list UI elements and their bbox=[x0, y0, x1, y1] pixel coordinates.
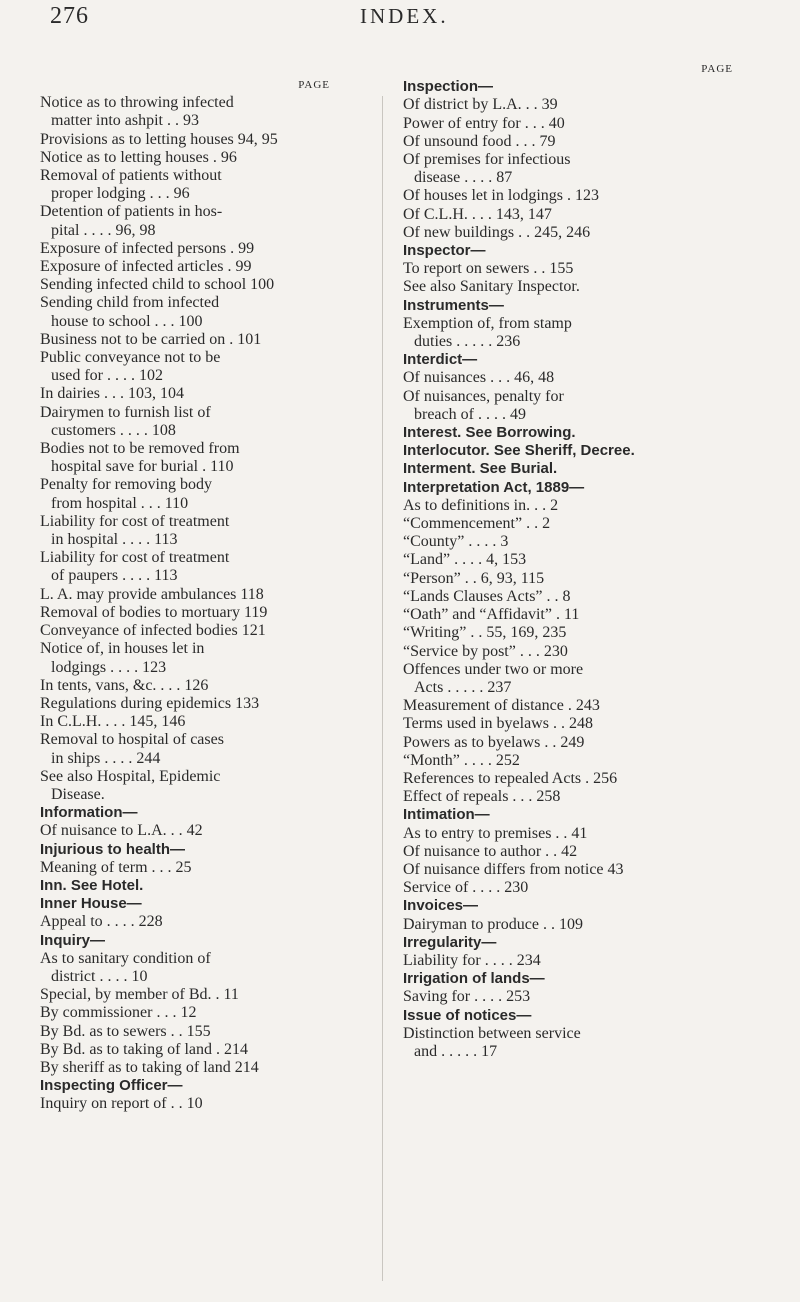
index-entry: By Bd. as to sewers . . 155 bbox=[40, 1022, 211, 1040]
index-entry: In dairies . . . 103, 104 bbox=[40, 385, 184, 403]
index-entry: Of C.L.H. . . . 143, 147 bbox=[403, 205, 552, 223]
index-heading: Interment. See Burial. bbox=[403, 460, 558, 478]
index-column-left bbox=[40, 80, 330, 1114]
index-entry: hospital save for burial . 110 bbox=[51, 458, 234, 476]
index-entry: References to repealed Acts . 256 bbox=[403, 769, 618, 787]
running-head: INDEX. bbox=[360, 4, 449, 28]
index-entry: district . . . . 10 bbox=[51, 967, 148, 985]
index-entry: Of nuisance to author . . 42 bbox=[403, 842, 578, 860]
index-entry: As to sanitary condition of bbox=[40, 949, 211, 967]
index-entry: Terms used in byelaws . . 248 bbox=[403, 715, 593, 733]
index-entry: Liability for cost of treatment bbox=[40, 549, 230, 567]
index-entry: Business not to be carried on . 101 bbox=[40, 330, 262, 348]
index-entry: Notice of, in houses let in bbox=[40, 640, 205, 658]
index-entry: matter into ashpit . . 93 bbox=[51, 112, 199, 130]
index-entry: Service of . . . . 230 bbox=[403, 879, 529, 897]
index-entry: “Commencement” . . 2 bbox=[403, 515, 551, 533]
index-entry: Of unsound food . . . 79 bbox=[403, 132, 556, 150]
index-heading: Inquiry— bbox=[40, 931, 106, 949]
index-entry: By sheriff as to taking of land 214 bbox=[40, 1058, 259, 1076]
index-entry: Penalty for removing body bbox=[40, 476, 212, 494]
index-entry: Bodies not to be removed from bbox=[40, 440, 240, 458]
index-heading: Inn. See Hotel. bbox=[40, 876, 144, 894]
index-entry: Notice as to throwing infected bbox=[40, 94, 234, 112]
index-entry: By Bd. as to taking of land . 214 bbox=[40, 1040, 248, 1058]
index-entry: Saving for . . . . 253 bbox=[403, 988, 531, 1006]
index-entry: Disease. bbox=[51, 785, 105, 803]
index-entry: Inquiry on report of . . 10 bbox=[40, 1095, 203, 1113]
index-entry: “Service by post” . . . 230 bbox=[403, 642, 568, 660]
index-entry: Acts . . . . . 237 bbox=[414, 678, 512, 696]
index-entry: Public conveyance not to be bbox=[40, 349, 221, 367]
page-column-header: PAGE bbox=[298, 79, 330, 91]
index-entry: Of nuisances . . . 46, 48 bbox=[403, 369, 555, 387]
index-entry: and . . . . . 17 bbox=[414, 1042, 498, 1060]
index-heading: Inspection— bbox=[403, 78, 494, 96]
index-entry: breach of . . . . 49 bbox=[414, 405, 526, 423]
index-entry: Of nuisances, penalty for bbox=[403, 387, 564, 405]
index-entry: See also Sanitary Inspector. bbox=[403, 278, 580, 296]
index-entry: Liability for cost of treatment bbox=[40, 512, 230, 530]
index-entry: Of houses let in lodgings . 123 bbox=[403, 187, 599, 205]
index-heading: Interest. See Borrowing. bbox=[403, 424, 576, 442]
index-entry: Of premises for infectious bbox=[403, 151, 571, 169]
index-entry: Sending child from infected bbox=[40, 294, 220, 312]
index-entry: Meaning of term . . . 25 bbox=[40, 858, 192, 876]
index-entry: in hospital . . . . 113 bbox=[51, 531, 178, 549]
index-entry: Detention of patients in hos- bbox=[40, 203, 223, 221]
column-divider bbox=[382, 96, 383, 1281]
index-heading: Instruments— bbox=[403, 296, 504, 314]
index-entry: “Writing” . . 55, 169, 235 bbox=[403, 624, 567, 642]
index-entry: of paupers . . . . 113 bbox=[51, 567, 178, 585]
index-entry: Powers as to byelaws . . 249 bbox=[403, 733, 585, 751]
index-entry: Distinction between service bbox=[403, 1024, 581, 1042]
index-entry: Power of entry for . . . 40 bbox=[403, 114, 565, 132]
index-heading: Information— bbox=[40, 804, 138, 822]
index-heading: Intimation— bbox=[403, 806, 490, 824]
index-entry: Conveyance of infected bodies 121 bbox=[40, 622, 266, 640]
index-entry: in ships . . . . 244 bbox=[51, 749, 161, 767]
index-entry: Dairyman to produce . . 109 bbox=[403, 915, 583, 933]
index-entry: Special, by member of Bd. . 11 bbox=[40, 986, 239, 1004]
index-entry: By commissioner . . . 12 bbox=[40, 1004, 197, 1022]
index-heading: Issue of notices— bbox=[403, 1006, 532, 1024]
index-entry: disease . . . . 87 bbox=[414, 169, 513, 187]
index-entry: “Lands Clauses Acts” . . 8 bbox=[403, 587, 571, 605]
index-heading: Injurious to health— bbox=[40, 840, 185, 858]
index-column-right bbox=[403, 63, 733, 1061]
index-entry: Dairymen to furnish list of bbox=[40, 403, 211, 421]
index-entry: duties . . . . . 236 bbox=[414, 333, 521, 351]
index-entry: Regulations during epidemics 133 bbox=[40, 694, 260, 712]
page-number: 276 bbox=[50, 3, 89, 29]
index-entry: Liability for . . . . 234 bbox=[403, 951, 541, 969]
index-entry: Of district by L.A. . . 39 bbox=[403, 96, 558, 114]
index-entry: See also Hospital, Epidemic bbox=[40, 767, 221, 785]
index-entry: Effect of repeals . . . 258 bbox=[403, 788, 561, 806]
index-entries-left bbox=[40, 94, 330, 1113]
index-entry: customers . . . . 108 bbox=[51, 421, 176, 439]
index-entry: used for . . . . 102 bbox=[51, 367, 163, 385]
index-heading: Irrigation of lands— bbox=[403, 970, 545, 988]
index-entry: As to entry to premises . . 41 bbox=[403, 824, 588, 842]
index-entry: proper lodging . . . 96 bbox=[51, 185, 190, 203]
index-entry: L. A. may provide ambulances 118 bbox=[40, 585, 264, 603]
index-heading: Irregularity— bbox=[403, 933, 497, 951]
index-entry: Of nuisance differs from notice 43 bbox=[403, 860, 624, 878]
index-entry: In tents, vans, &c. . . . 126 bbox=[40, 676, 209, 694]
index-entry: In C.L.H. . . . 145, 146 bbox=[40, 713, 186, 731]
index-heading: Inspector— bbox=[403, 242, 486, 260]
index-entry: from hospital . . . 110 bbox=[51, 494, 189, 512]
index-entry: Offences under two or more bbox=[403, 660, 584, 678]
index-entry: lodgings . . . . 123 bbox=[51, 658, 167, 676]
index-entry: Exposure of infected persons . 99 bbox=[40, 239, 255, 257]
index-entries-right bbox=[403, 78, 733, 1061]
index-heading: Invoices— bbox=[403, 897, 479, 915]
index-entry: “Month” . . . . 252 bbox=[403, 751, 520, 769]
index-entry: Of new buildings . . 245, 246 bbox=[403, 223, 591, 241]
index-entry: Exemption of, from stamp bbox=[403, 314, 572, 332]
page-column-header: PAGE bbox=[701, 63, 733, 75]
index-entry: Of nuisance to L.A. . . 42 bbox=[40, 822, 203, 840]
index-entry: Provisions as to letting houses 94, 95 bbox=[40, 130, 278, 148]
index-entry: Removal to hospital of cases bbox=[40, 731, 224, 749]
index-entry: Measurement of distance . 243 bbox=[403, 697, 600, 715]
index-entry: Notice as to letting houses . 96 bbox=[40, 148, 237, 166]
index-entry: house to school . . . 100 bbox=[51, 312, 203, 330]
index-entry: “Oath” and “Affidavit” . 11 bbox=[403, 606, 580, 624]
index-heading: Interdict— bbox=[403, 351, 478, 369]
index-entry: Exposure of infected articles . 99 bbox=[40, 258, 252, 276]
index-heading: Interpretation Act, 1889— bbox=[403, 478, 585, 496]
index-entry: “County” . . . . 3 bbox=[403, 533, 509, 551]
index-entry: pital . . . . 96, 98 bbox=[51, 221, 156, 239]
index-entry: Removal of patients without bbox=[40, 167, 222, 185]
index-heading: Interlocutor. See Sheriff, Decree. bbox=[403, 442, 635, 460]
index-entry: As to definitions in. . . 2 bbox=[403, 496, 559, 514]
index-heading: Inner House— bbox=[40, 895, 142, 913]
index-entry: To report on sewers . . 155 bbox=[403, 260, 574, 278]
index-entry: “Land” . . . . 4, 153 bbox=[403, 551, 527, 569]
index-entry: Appeal to . . . . 228 bbox=[40, 913, 163, 931]
index-entry: Sending infected child to school 100 bbox=[40, 276, 275, 294]
index-heading: Inspecting Officer— bbox=[40, 1077, 183, 1095]
index-entry: “Person” . . 6, 93, 115 bbox=[403, 569, 545, 587]
index-entry: Removal of bodies to mortuary 119 bbox=[40, 603, 268, 621]
